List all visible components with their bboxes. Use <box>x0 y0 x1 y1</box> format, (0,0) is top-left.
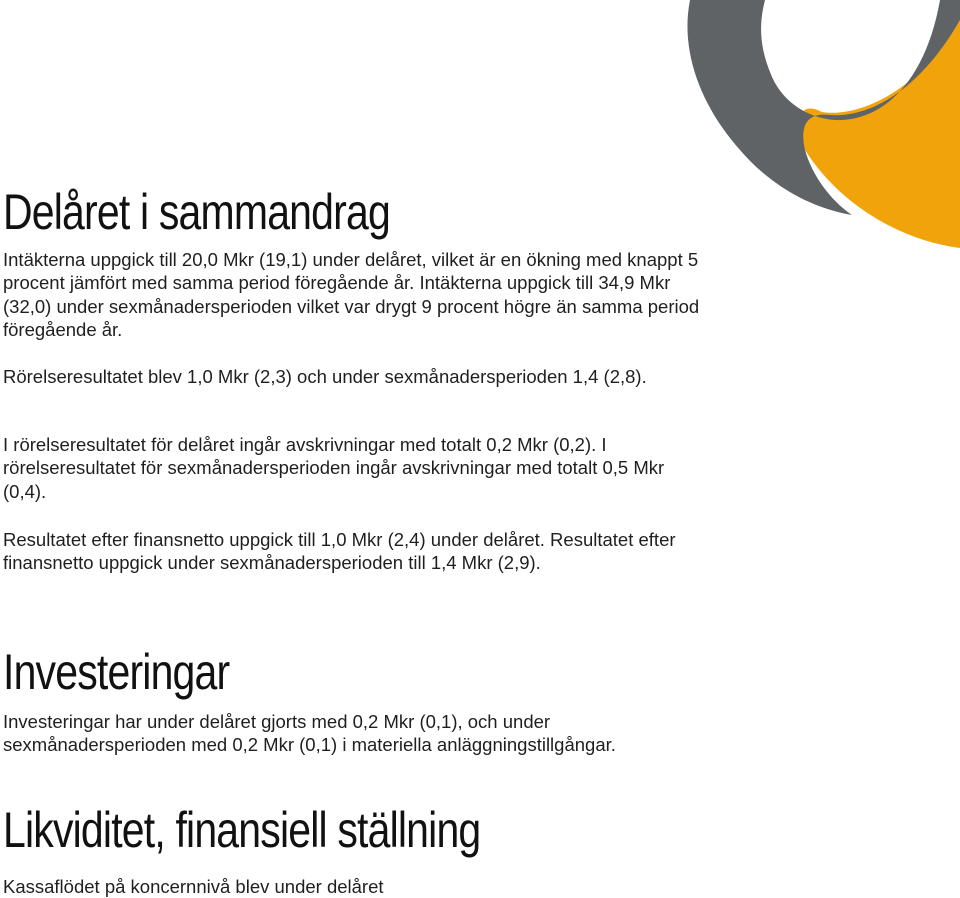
section-heading-liquidity: Likviditet, finansiell ställning <box>3 802 481 858</box>
summary-paragraph-financial-result: Resultatet efter finansnetto uppgick till 1,0 Mkr (2,4) under delåret. Resultatet efter finansnetto uppgick under sexmånadersperioden till 1,4 Mkr (2,9). <box>3 529 676 574</box>
summary-paragraph-revenue: Intäkterna uppgick till 20,0 Mkr (19,1) under delåret, vilket är en ökning med knappt 5 procent jämfört med samma period föregående år. Intäkterna uppgick till 34,9 Mkr (32,0) under sexmånadersperioden vilket var drygt 9 procent högre än samma period föregående år. <box>3 249 700 340</box>
investments-paragraph: Investeringar har under delåret gjorts med 0,2 Mkr (0,1), och under sexmånadersperioden med 0,2 Mkr (0,1) i materiella anläggningstillgångar. <box>3 711 616 756</box>
logo-orange-shape <box>799 20 960 248</box>
summary-paragraph-operating-result: Rörelseresultatet blev 1,0 Mkr (2,3) och under sexmånadersperioden 1,4 (2,8). <box>3 366 647 387</box>
section-heading-investments: Investeringar <box>3 644 230 700</box>
liquidity-paragraph: Kassaflödet på koncernnivå blev under delåret <box>3 876 384 897</box>
logo-gray-shape <box>687 0 960 215</box>
section-heading-summary: Delåret i sammandrag <box>3 184 390 240</box>
summary-paragraph-depreciation: I rörelseresultatet för delåret ingår avskrivningar med totalt 0,2 Mkr (0,2). I rörelseresultatet för sexmånadersperioden ingår avskrivningar med totalt 0,5 Mkr (0,4). <box>3 434 665 502</box>
